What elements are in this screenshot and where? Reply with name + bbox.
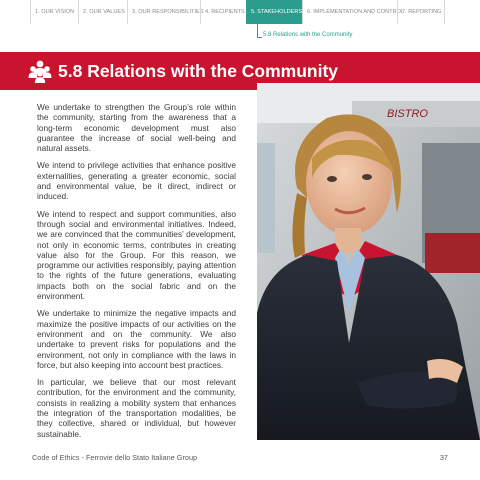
body-text bbox=[37, 102, 236, 446]
chapter-tabs bbox=[30, 0, 445, 24]
paragraph: We undertake to minimize the negative impacts and maximize the positive impacts of our activities on the environment and on the community. We also undertake to prevent risks for populations and the environment, not only in compliance with the laws in force, but also keeping into account best practices. bbox=[37, 308, 236, 370]
page-title: 5.8 Relations with the Community bbox=[58, 60, 339, 81]
tab-stakeholders[interactable]: 5. STAKEHOLDERS bbox=[246, 0, 302, 24]
photo-sign-text: BISTRO bbox=[387, 108, 428, 120]
staff-member-photo bbox=[257, 83, 480, 440]
breadcrumb-connector bbox=[257, 24, 258, 38]
tab-implementation-and-control[interactable]: 6. IMPLEMENTATION AND CONTROL bbox=[302, 0, 397, 24]
community-group-icon bbox=[28, 59, 52, 83]
paragraph: In particular, we believe that our most relevant contribution, for the environment and the community, consists in realizing a mobility system that enhances the integration of the transportation modalities, be they collective, shared or individual, but however sustainable. bbox=[37, 377, 236, 439]
paragraph: We intend to respect and support communities, also through social and environmental initiatives. Indeed, we are convinced that the communities’ development, not only in economic terms, contributes in creating value also for the Group. For this reason, we programme our activities responsibly, paying attention to the rights of the future generations, evaluating impacts both on the social fabric and on the environment. bbox=[37, 208, 236, 302]
breadcrumb-connector-tick bbox=[257, 37, 262, 38]
tab-our-responsibilities[interactable]: 3. OUR RESPONSIBILITIES bbox=[127, 0, 200, 24]
paragraph: We undertake to strengthen the Group’s role within the community, starting from the awareness that a long-term economic development must also guarantee the increase of social well-being and natural assets. bbox=[37, 102, 236, 154]
breadcrumb[interactable]: 5.8 Relations with the Community bbox=[263, 32, 353, 38]
tab-our-vision[interactable]: 1. OUR VISION bbox=[30, 0, 78, 24]
paragraph: We intend to privilege activities that enhance positive externalities, generating a greater economic, social and environmental value, be it direct, indirect or induced. bbox=[37, 160, 236, 202]
tab-our-values[interactable]: 2. OUR VALUES bbox=[78, 0, 127, 24]
tab-reporting[interactable]: 7. REPORTING bbox=[397, 0, 445, 24]
footer-document-title: Code of Ethics - Ferrovie dello Stato Italiane Group bbox=[32, 453, 198, 462]
page-number: 37 bbox=[439, 453, 448, 462]
tab-recipients[interactable]: 4. RECIPIENTS bbox=[200, 0, 246, 24]
